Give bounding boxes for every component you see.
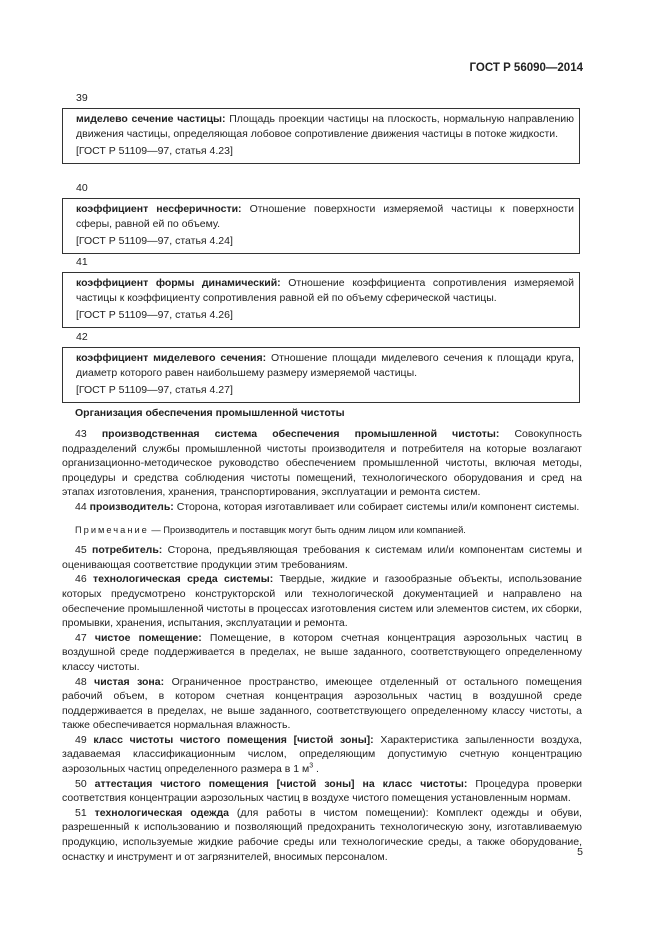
term-entry-42: [62, 331, 580, 403]
term-title: коэффициент миделевого сечения:: [76, 352, 267, 364]
term-number: 42: [76, 331, 88, 343]
page-number: 5: [577, 846, 583, 858]
term-number: 39: [76, 92, 88, 104]
term-definition: Площадь проекции частицы на плоскость, нормальную направлению движения частицы, определяющая лобовое сопротивление движения частицы в потоке жидкости.: [76, 113, 574, 140]
item-51: 51 технологическая одежда (для работы в чистом помещении): Комплект одежды и обуви, разрешенный к использованию и позволяющий предохранить технологическую зону, изготавливаемую продукцию, используемые жидкие рабочие среды или технологические среды, а также оборудование, оснастку и инструмент и от загрязнителей, вносимых персоналом.: [62, 806, 582, 863]
term-source: [ГОСТ Р 51109—97, статья 4.23]: [76, 145, 233, 157]
document-code: ГОСТ Р 56090—2014: [469, 62, 583, 74]
body-text: [62, 427, 582, 864]
term-definition: Отношение площади миделевого сечения к площади круга, диаметр которого равен наибольшему размеру измеряемой частицы.: [76, 352, 575, 379]
item-48: 48 чистая зона: Ограниченное пространство, имеющее отделенный от остального помещения рабочий объем, в котором счетная концентрация аэрозольных частиц в воздушной среде поддерживается в пределах, не выше заданного, соответствующего определенному классу чистоты, а также обеспечивается нормальная влажность.: [62, 675, 582, 732]
term-number: 40: [76, 182, 88, 194]
note: [62, 523, 582, 538]
term-entry-40: [62, 182, 580, 254]
item-43: 43 производственная система обеспечения промышленной чистоты: Совокупность подразделений службы промышленной чистоты производителя и потребителя на которые возлагают организационно-методическое руководство обеспечением промышленной чистоты, включая методы, процедуры и средства соблюдения чистоты помещений, технологического оборудования и сред на этапах изготовления, хранения, транспортирования, эксплуатации и ремонта систем.: [62, 428, 582, 499]
item-47: 47 чистое помещение: Помещение, в котором счетная концентрация аэрозольных частиц в воздушной среде поддерживается в пределах, не выше заданного, соответствующего определенному классу чистоты.: [62, 631, 582, 673]
item-50: 50 аттестация чистого помещения [чистой зоны] на класс чистоты: Процедура проверки соответствия концентрации аэрозольных частиц в воздухе чистого помещения установленным нормам.: [62, 777, 582, 805]
item-46: 46 технологическая среда системы: Твердые, жидкие и газообразные объекты, использование которых предусмотрено конструкторской или технологической документацией и направлено на обеспечение промышленной чистоты в процессах изготовления систем или элементов систем, их сборки, промывки, хранения, испытания, эксплуатации и ремонта.: [62, 573, 582, 630]
term-entry-41: [62, 256, 580, 328]
term-box: [62, 198, 580, 254]
item-44: 44 производитель: Сторона, которая изготавливает или собирает системы или/и компонент системы.: [75, 500, 580, 513]
term-box: [62, 108, 580, 164]
term-box: [62, 272, 580, 328]
section-title: Организация обеспечения промышленной чистоты: [75, 407, 345, 419]
term-entry-39: [62, 92, 580, 164]
term-title: миделево сечение частицы:: [76, 113, 226, 125]
term-number: 41: [76, 256, 88, 268]
term-source: [ГОСТ Р 51109—97, статья 4.27]: [76, 384, 233, 396]
term-source: [ГОСТ Р 51109—97, статья 4.24]: [76, 235, 233, 247]
item-45: 45 потребитель: Сторона, предъявляющая требования к системам или/и компонентам системы и оценивающая соответствие продукции этим требованиям.: [62, 544, 583, 571]
note-label: Примечание: [75, 524, 149, 535]
note-text: — Производитель и поставщик могут быть одним лицом или компанией.: [148, 524, 466, 535]
item-49: 49 класс чистоты чистого помещения [чистой зоны]: Характеристика запыленности воздуха, задаваемая классификационным числом, определяющим допустимую счетную концентрацию аэрозольных частиц определенного размера в 1 $м^3$ .: [62, 733, 582, 776]
term-source: [ГОСТ Р 51109—97, статья 4.26]: [76, 309, 233, 321]
term-box: [62, 347, 580, 403]
term-definition: Отношение коэффициента сопротивления измеряемой частицы к коэффициенту сопротивления равной ей по объему сферической частицы.: [76, 277, 574, 304]
term-title: коэффициент несферичности:: [76, 203, 242, 215]
term-title: коэффициент формы динамический:: [76, 277, 281, 289]
term-definition: Отношение поверхности измеряемой частицы к поверхности сферы, равной ей по объему.: [76, 203, 574, 230]
